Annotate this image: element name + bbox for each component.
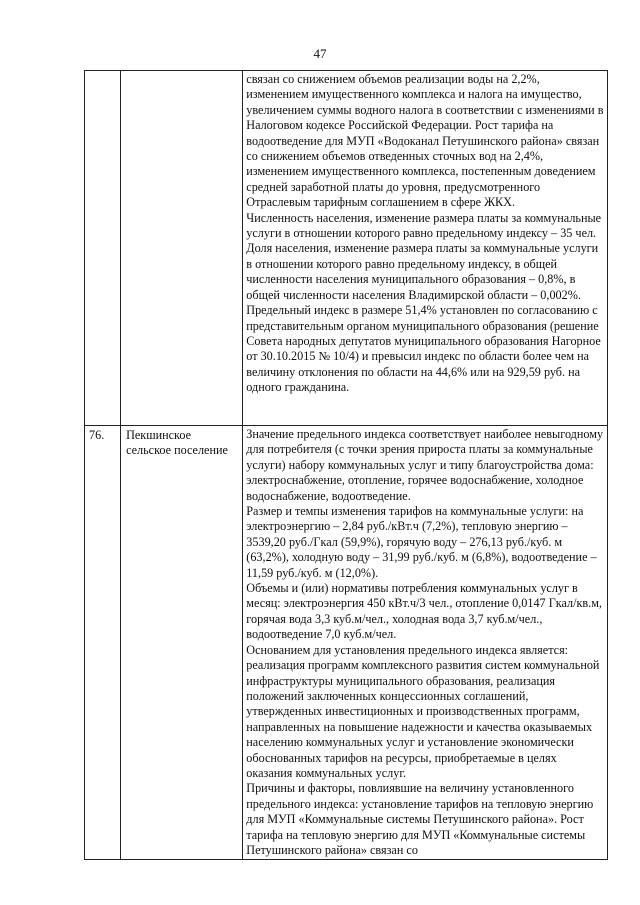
paragraph: связан со снижением объемов реализации воды на 2,2%, изменением имущественного комплекса и налога на имущество, увеличением суммы водного налога в соответствии с изменениями в Налоговом кодексе Российской Федерации. Рост тарифа на водоотведение для МУП «Водоканал Петушинского района» связан со снижением объемов отведенных сточных вод на 2,4%, изменением имущественного комплекса, постепенным доведением средней заработной платы до уровня, предусмотренного Отраслевым тарифным соглашением в сфере ЖКХ. xyxy=(246,72,604,210)
paragraph: Предельный индекс в размере 51,4% установлен по согласованию с представительным органом муниципального образования (решение Совета народных депутатов муниципального образования Нагорное от 30.10.2015 № 10/4) и превысил индекс по области более чем на величину отклонения по области на 44,6% или на 929,59 руб. на одного гражданина. xyxy=(246,303,601,395)
municipality-name-cell xyxy=(121,71,243,426)
justification-cell xyxy=(243,71,608,426)
table-row xyxy=(85,426,608,860)
row-number-cell: 76. xyxy=(85,426,121,860)
paragraph: Значение предельного индекса соответствует наиболее невыгодному для потребителя (с точки зрения прироста платы за коммунальные услуги) набору коммунальных услуг и типу благоустройства дома: электроснабжение, отопление, горячее водоснабжение, холодное водоснабжение, водоотведение. xyxy=(246,427,604,503)
municipality-name-cell: Пекшинское сельское поселение xyxy=(121,426,243,860)
page-number: 47 xyxy=(313,46,327,61)
justification-cell xyxy=(243,426,608,860)
row-number-cell xyxy=(85,71,121,426)
table-row xyxy=(85,71,608,426)
paragraph: Основанием для установления предельного индекса является: реализация программ комплексного развития систем коммунальной инфраструктуры муниципального образования, реализация положений заключенных концессионных соглашений, утвержденных инвестиционных и производственных программ, направленных на повышение надежности и качества оказываемых населению коммунальных услуг и установление экономически обоснованных тарифов на ресурсы, приобретаемые в целях оказания коммунальных услуг. xyxy=(246,642,600,780)
paragraph: Численность населения, изменение размера платы за коммунальные услуги в отношении которого равно предельному индексу – 35 чел. xyxy=(246,210,602,241)
paragraph: Причины и факторы, повлиявшие на величину установленного предельного индекса: установление тарифов на тепловую энергию для МУП «Коммунальные системы Петушинского района». Рост тарифа на тепловую энергию для МУП «Коммунальные системы Петушинского района» связан со xyxy=(246,781,594,857)
paragraph: Объемы и (или) нормативы потребления коммунальных услуг в месяц: электроэнергия 450 кВт.ч/3 чел., отопление 0,0147 Гкал/кв.м, горячая вода 3,3 куб.м/чел., холодная вода 3,7 куб.м/чел., водоотведение 7,0 куб.м/чел. xyxy=(246,581,602,642)
index-table xyxy=(84,70,608,860)
paragraph: Размер и темпы изменения тарифов на коммунальные услуги: на электроэнергию – 2,84 руб./кВт.ч (7,2%), тепловую энергию – 3539,20 руб./Гкал (59,9%), горячую воду – 276,13 руб./куб. м (63,2%), холодную воду – 31,99 руб./куб. м (6,8%), водоотведение – 11,59 руб./куб. м (12,0%). xyxy=(246,504,597,580)
paragraph: Доля населения, изменение размера платы за коммунальные услуги в отношении которого равно предельному индексу, в общей численности населения муниципального образования – 0,8%, в общей численности населения Владимирской области – 0,002%. xyxy=(246,241,599,302)
